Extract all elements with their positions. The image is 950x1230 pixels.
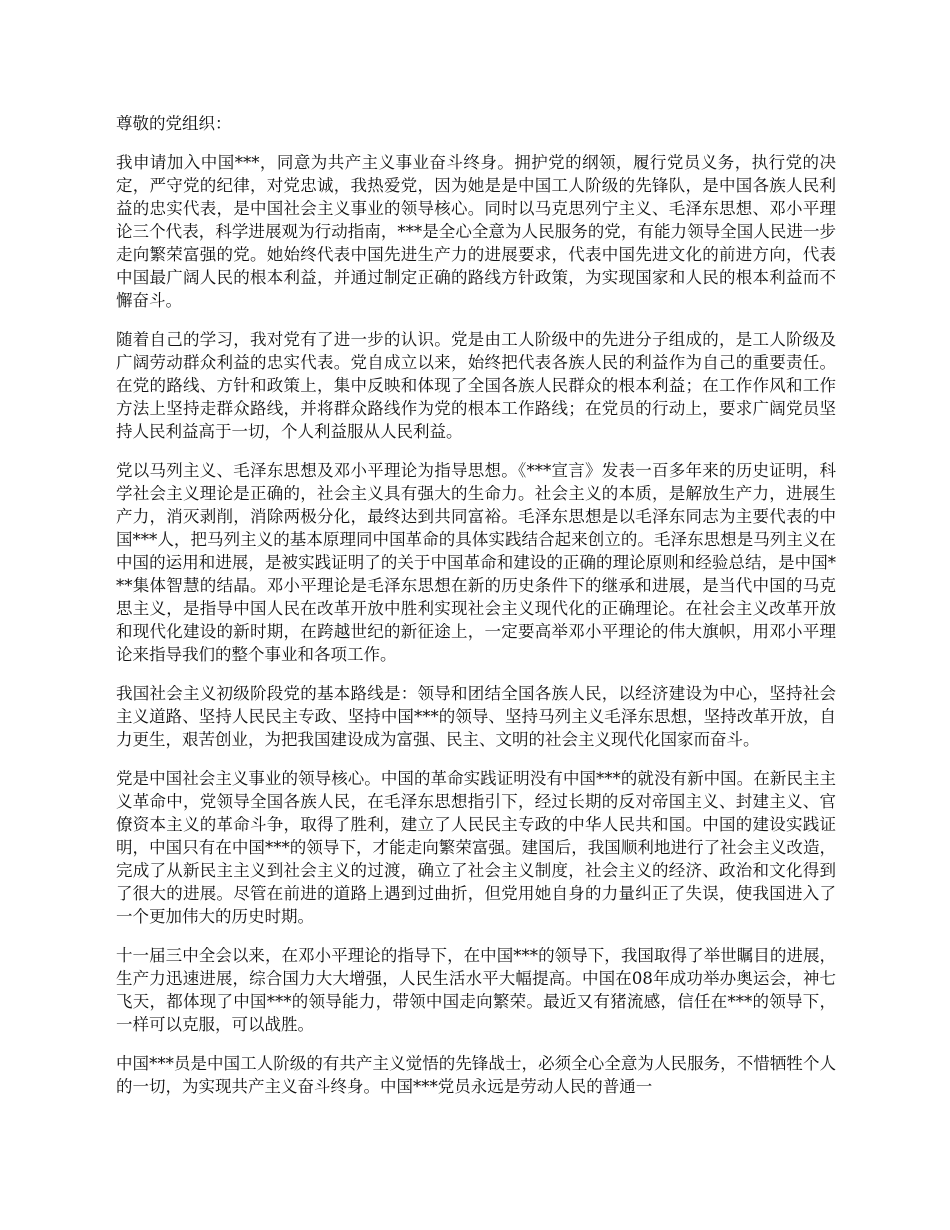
paragraph-6: 十一届三中全会以来，在邓小平理论的指导下，在中国***的领导下，我国取得了举世瞩目的进展，生产力迅速进展，综合国力大大增强，人民生活水平大幅提高。中国在08年成功举办奥运会，神七飞天，都体现了中国***的领导能力，带领中国走向繁荣。最近又有猪流感，信任在***的领导下，一样可以克服，可以战胜。 bbox=[116, 946, 836, 1034]
letter-page bbox=[116, 112, 836, 1114]
paragraph-3: 党以马列主义、毛泽东思想及邓小平理论为指导思想。《***宣言》发表一百多年来的历史证明，科学社会主义理论是正确的，社会主义具有强大的生命力。社会主义的本质，是解放生产力，进展生产力，消灭剥削，消除两极分化，最终达到共同富裕。毛泽东思想是以毛泽东同志为主要代表的中国***人，把马列主义的基本原理同中国革命的具体实践结合起来创立的。毛泽东思想是马列主义在中国的运用和进展，是被实践证明了的关于中国革命和建设的正确的理论原则和经验总结，是中国***集体智慧的结晶。邓小平理论是毛泽东思想在新的历史条件下的继承和进展，是当代中国的马克思主义，是指导中国人民在改革开放中胜利实现社会主义现代化的正确理论。在社会主义改革开放和现代化建设的新时期，在跨越世纪的新征途上，一定要高举邓小平理论的伟大旗帜，用邓小平理论来指导我们的整个事业和各项工作。 bbox=[116, 461, 836, 664]
paragraph-5: 党是中国社会主义事业的领导核心。中国的革命实践证明没有中国***的就没有新中国。在新民主主义革命中，党领导全国各族人民，在毛泽东思想指引下，经过长期的反对帝国主义、封建主义、官僚资本主义的革命斗争，取得了胜利，建立了人民民主专政的中华人民共和国。中国的建设实践证明，中国只有在中国***的领导下，才能走向繁荣富强。建国后，我国顺利地进行了社会主义改造，完成了从新民主主义到社会主义的过渡，确立了社会主义制度，社会主义的经济、政治和文化得到了很大的进展。尽管在前进的道路上遇到过曲折，但党用她自身的力量纠正了失误，使我国进入了一个更加伟大的历史时期。 bbox=[116, 769, 836, 926]
paragraph-2: 随着自己的学习，我对党有了进一步的认识。党是由工人阶级中的先进分子组成的，是工人阶级及广阔劳动群众利益的忠实代表。党自成立以来，始终把代表各族人民的利益作为自己的重要责任。在党的路线、方针和政策上，集中反映和体现了全国各族人民群众的根本利益；在工作作风和工作方法上坚持走群众路线，并将群众路线作为党的根本工作路线；在党员的行动上，要求广阔党员坚持人民利益高于一切，个人利益服从人民利益。 bbox=[116, 330, 836, 441]
paragraph-1: 我申请加入中国***，同意为共产主义事业奋斗终身。拥护党的纲领，履行党员义务，执行党的决定，严守党的纪律，对党忠诚，我热爱党，因为她是是中国工人阶级的先锋队，是中国各族人民利益的忠实代表，是中国社会主义事业的领导核心。同时以马克思列宁主义、毛泽东思想、邓小平理论三个代表，科学进展观为行动指南，***是全心全意为人民服务的党，有能力领导全国人民进一步走向繁荣富强的党。她始终代表中国先进生产力的进展要求，代表中国先进文化的前进方向，代表中国最广阔人民的根本利益，并通过制定正确的路线方针政策，为实现国家和人民的根本利益而不懈奋斗。 bbox=[116, 153, 836, 310]
paragraph-7: 中国***员是中国工人阶级的有共产主义觉悟的先锋战士，必须全心全意为人民服务，不惜牺牲个人的一切，为实现共产主义奋斗终身。中国***党员永远是劳动人民的普通一 bbox=[116, 1054, 836, 1096]
paragraph-4: 我国社会主义初级阶段党的基本路线是：领导和团结全国各族人民，以经济建设为中心，坚持社会主义道路、坚持人民民主专政、坚持中国***的领导、坚持马列主义毛泽东思想，坚持改革开放，自力更生，艰苦创业，为把我国建设成为富强、民主、文明的社会主义现代化国家而奋斗。 bbox=[116, 684, 836, 749]
salutation: 尊敬的党组织： bbox=[116, 114, 232, 133]
